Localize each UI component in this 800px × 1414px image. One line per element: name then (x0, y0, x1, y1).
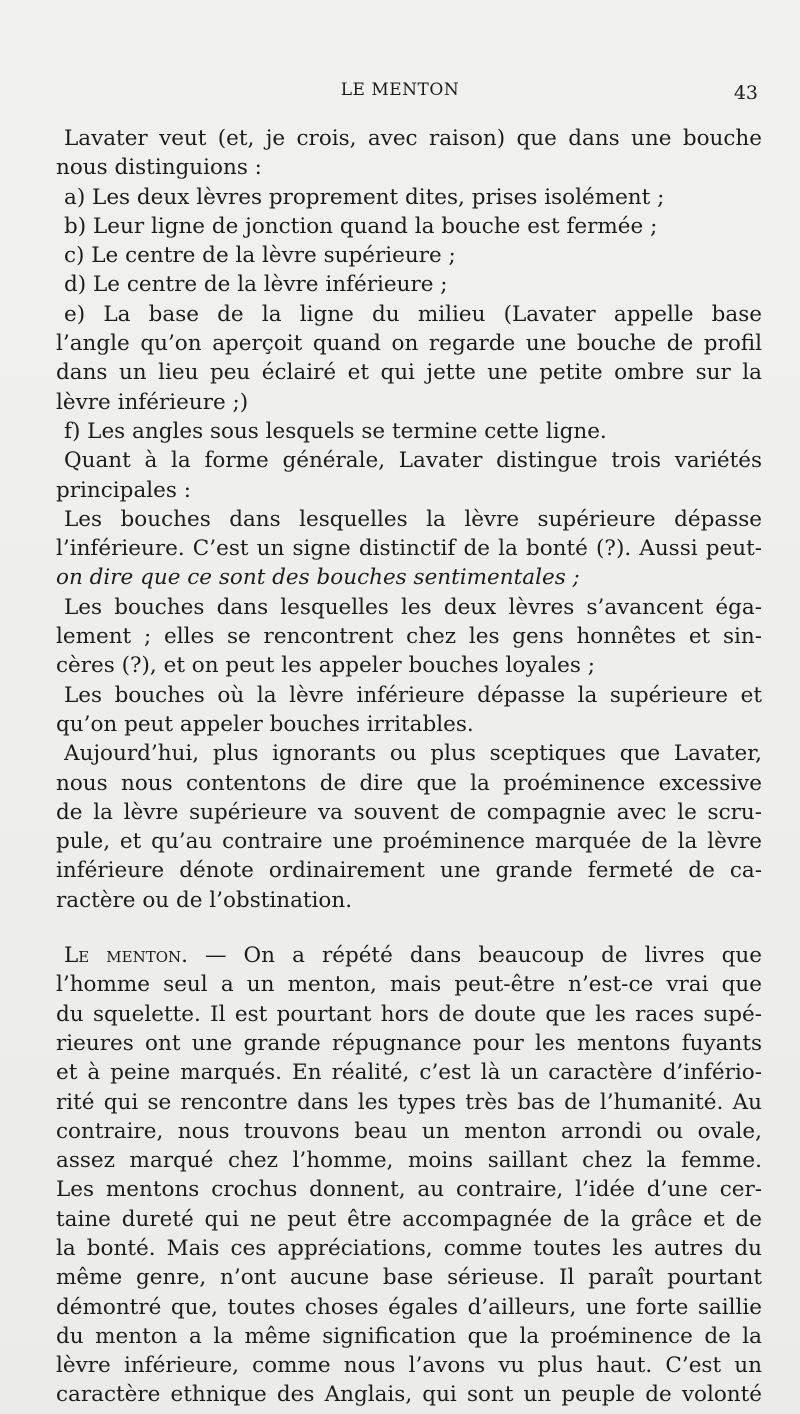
text-line: Les bouches dans lesquelles les deux lèvres s’avancent éga- (64, 594, 762, 620)
text-line: rité qui se rencontre dans les types très bas de l’humanité. Au (56, 1089, 762, 1115)
text-line: rieures ont une grande répugnance pour les mentons fuyants (56, 1030, 762, 1056)
text-line: taine dureté qui ne peut être accompagnée de la grâce et de (56, 1206, 762, 1232)
text-line: pule, et qu’au contraire une proéminence marquée de la lèvre (56, 829, 762, 855)
list-item-d: d) Le centre de la lèvre inférieure ; (64, 272, 448, 298)
running-title: LE MENTON (340, 80, 460, 100)
text-line: nous distinguions : (56, 155, 262, 181)
text-line: nous nous contentons de dire que la proéminence excessive (56, 770, 762, 796)
text-line: du squelette. Il est pourtant hors de doute que les races supé- (56, 1001, 762, 1027)
list-item-b: b) Leur ligne de jonction quand la bouche est fermée ; (64, 213, 658, 239)
text-line: démontré que, toutes choses égales d’ailleurs, une forte saillie (56, 1294, 762, 1320)
text-line: l’homme seul a un menton, mais peut-être n’est-ce vrai que (56, 972, 762, 998)
text-line: principales : (56, 477, 191, 503)
text-line: lèvre inférieure ;) (56, 389, 249, 415)
text-line: l’angle qu’on aperçoit quand on regarde une bouche de profil (56, 331, 762, 357)
section-gap (64, 915, 762, 941)
text-line: Lavater veut (et, je crois, avec raison) que dans une bouche (64, 126, 762, 151)
section-text: — On a répété dans beaucoup de livres que (187, 943, 762, 969)
text-line: caractère ethnique des Anglais, qui sont un peuple de volonté (56, 1382, 762, 1408)
text-line: ractère ou de l’obstination. (56, 887, 353, 913)
text-line: inférieure dénote ordinairement une grande fermeté de ca- (56, 858, 762, 884)
text-line: Les bouches où la lèvre inférieure dépasse la supérieure et (64, 682, 762, 708)
page-number: 43 (733, 82, 758, 104)
list-item-a: a) Les deux lèvres proprement dites, prises isolément ; (64, 184, 665, 210)
text-line: de la lèvre supérieure va souvent de compagnie avec le scru- (56, 799, 762, 825)
list-item-f: f) Les angles sous lesquels se termine cette ligne. (64, 418, 607, 444)
text-line: assez marqué chez l’homme, moins saillant chez la femme. (56, 1148, 762, 1174)
section-heading: Le menton. (64, 943, 188, 969)
list-item-e: e) La base de la ligne du milieu (Lavater appelle base (64, 301, 762, 327)
text-line: la bonté. Mais ces appréciations, comme toutes les autres du (56, 1235, 762, 1261)
page-header (0, 78, 800, 108)
text-line: qu’on peut appeler bouches irritables. (56, 711, 474, 737)
text-line: dans un lieu peu éclairé et qui jette une petite ombre sur la (56, 360, 762, 386)
text-line: Les mentons crochus donnent, au contraire, l’idée d’une cer- (56, 1177, 762, 1203)
text-line: Les bouches dans lesquelles la lèvre supérieure dépasse (64, 506, 762, 532)
text-line: contraire, nous trouvons beau un menton arrondi ou ovale, (56, 1118, 762, 1144)
text-line: Aujourd’hui, plus ignorants ou plus sceptiques que Lavater, (64, 741, 762, 767)
page-body (56, 124, 762, 1410)
list-item-c: c) Le centre de la lèvre supérieure ; (64, 243, 456, 269)
text-line: et à peine marqués. En réalité, c’est là un caractère d’infério- (56, 1060, 762, 1086)
text-line: même genre, n’ont aucune base sérieuse. Il paraît pourtant (56, 1265, 762, 1291)
text-line: lèvre inférieure, comme nous l’avons vu plus haut. C’est un (56, 1353, 762, 1379)
section-first-line (64, 941, 762, 970)
text-line: l’inférieure. C’est un signe distinctif de la bonté (?). Aussi peut- (56, 536, 762, 562)
text-line: cères (?), et on peut les appeler bouches loyales ; (56, 653, 596, 679)
text-line: lement ; elles se rencontrent chez les gens honnêtes et sin- (56, 624, 762, 650)
text-line: du menton a la même signification que la proéminence de la (56, 1323, 762, 1349)
text-line: Quant à la forme générale, Lavater distingue trois variétés (64, 448, 762, 474)
text-line: on dire que ce sont des bouches sentimentales ; (56, 565, 580, 591)
